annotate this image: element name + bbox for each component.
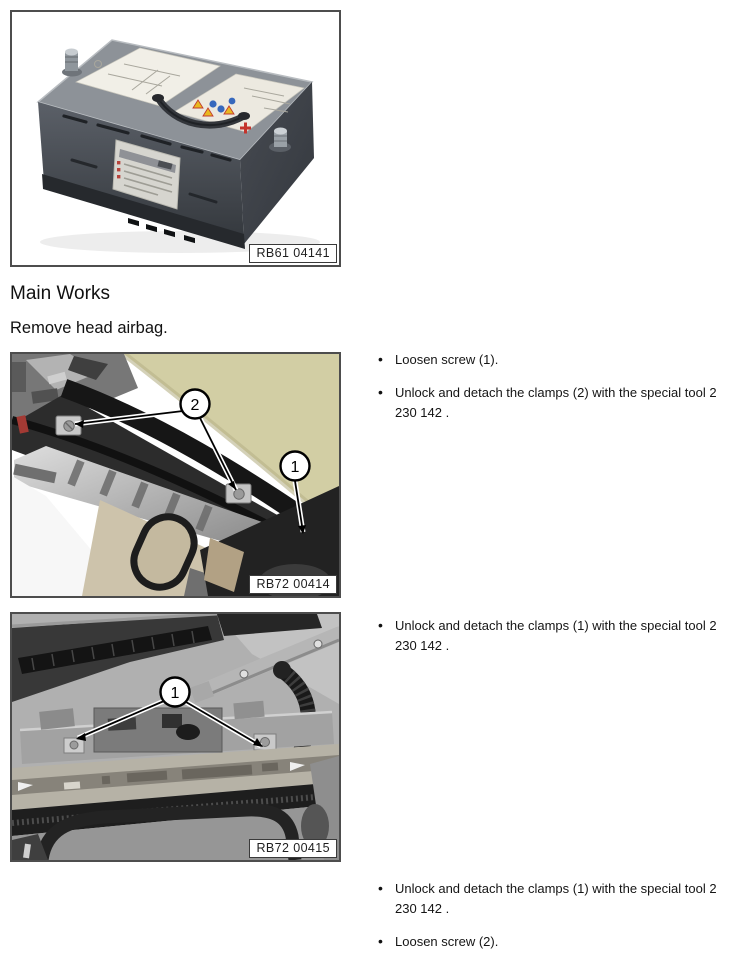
figure-ref-label: RB72 00414 [249, 575, 337, 594]
section-subtitle: Remove head airbag. [10, 319, 168, 337]
bullet-icon: • [378, 384, 383, 400]
figure-ref-label: RB72 00415 [249, 839, 337, 858]
instruction-list-a [375, 350, 729, 436]
figure-ref-label: RB61 04141 [249, 244, 337, 263]
svg-text:2: 2 [190, 397, 200, 414]
figure-airbag-front [10, 352, 341, 598]
step-item [375, 879, 729, 919]
step-text: Unlock and detach the clamps (1) with the special tool 2 230 142 . [395, 881, 717, 916]
page-title: Main Works [10, 283, 110, 304]
step-item [375, 350, 729, 370]
callout-2 [181, 390, 210, 419]
battery-terminal-left [62, 49, 82, 77]
instruction-list-c [375, 879, 729, 965]
airbag-front-photo [12, 354, 339, 596]
step-item [375, 616, 729, 656]
step-item [375, 932, 729, 952]
clamp-left [64, 738, 84, 753]
bullet-icon: • [378, 351, 383, 367]
bullet-icon: • [378, 880, 383, 896]
step-text: Loosen screw (2). [395, 934, 499, 949]
bullet-icon: • [378, 617, 383, 633]
airbag-rear-photo [12, 614, 339, 860]
step-text: Unlock and detach the clamps (1) with the special tool 2 230 142 . [395, 618, 717, 653]
bullet-icon: • [378, 933, 383, 949]
instruction-list-b [375, 616, 729, 669]
step-item [375, 383, 729, 423]
svg-text:1: 1 [290, 459, 300, 476]
callout-1 [281, 452, 310, 481]
step-text: Loosen screw (1). [395, 352, 499, 367]
svg-text:1: 1 [170, 685, 180, 702]
figure-airbag-rear [10, 612, 341, 862]
step-text: Unlock and detach the clamps (2) with the special tool 2 230 142 . [395, 385, 717, 420]
battery-photo [12, 12, 339, 265]
clamp-lower [226, 484, 251, 503]
callout-1 [161, 678, 190, 707]
figure-battery [10, 10, 341, 267]
